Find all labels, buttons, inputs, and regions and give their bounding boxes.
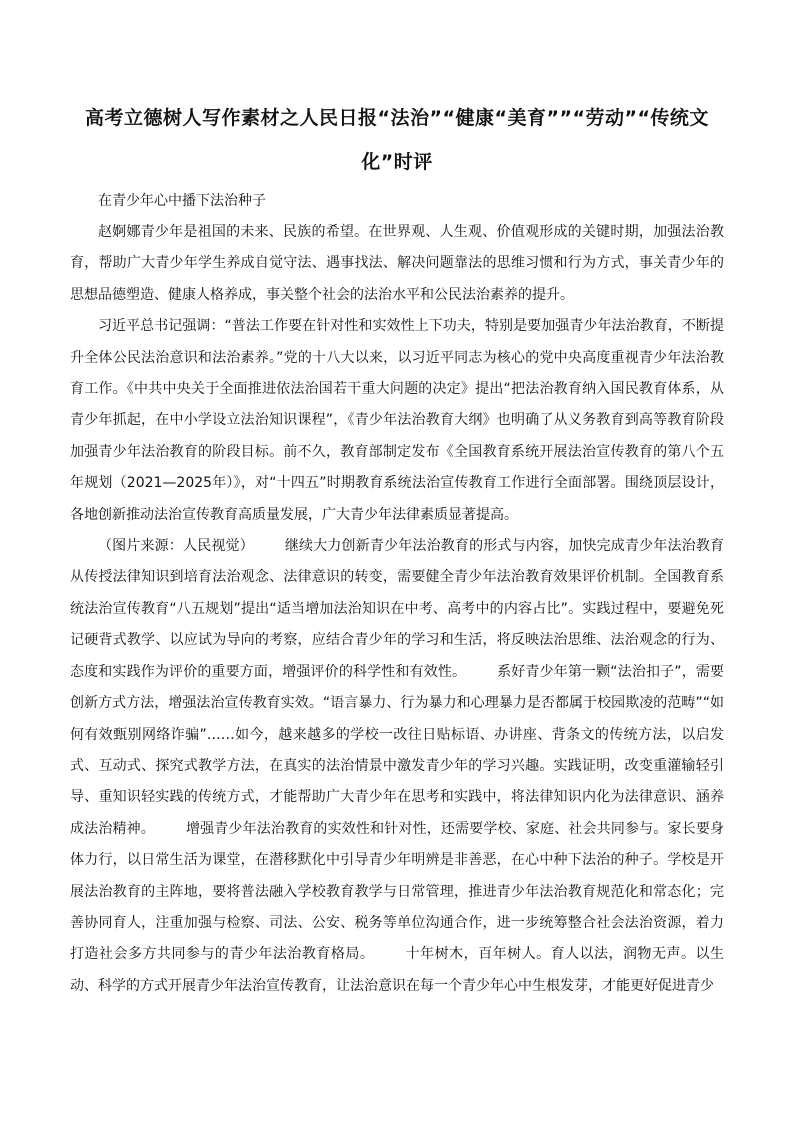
- image-source-note: （图片来源：人民视觉）: [98, 538, 254, 555]
- paragraph-1-text: 赵婀娜青少年是祖国的未来、民族的希望。在世界观、人生观、价值观形成的关键时期，加强法治教育，帮助广大青少年学生养成自觉守法、遇事找法、解决问题靠法的思维习惯和行为方式，事关青少年的思想品德塑造、健康人格养成，事关整个社会的法治水平和公民法治素养的提升。: [70, 224, 724, 303]
- paragraph-3-text-a: 继续大力创新青少年法治教育的形式与内容，加快完成青少年法治教育从传授法律知识到培育法治观念、法律意识的转变，需要健全青少年法治教育效果评价机制。全国教育系统法治宣传教育“八五规划”提出“适当增加法治知识在中考、高考中的内容占比”。实践过程中，要避免死记硬背式教学、以应试为导向的考察，应结合青少年的学习和生活，将反映法治思维、法治观念的行为、态度和实践作为评价的重要方面，增强评价的科学性和有效性。: [70, 538, 725, 680]
- paragraph-3: [70, 531, 724, 1002]
- paragraph-3-text-b: 系好青少年第一颗“法治扣子”，需要创新方式方法，增强法治宣传教育实效。“语言暴力、行为暴力和心理暴力是否都属于校园欺凌的范畴”“如何有效甄别网络诈骗”……如今，越来越多的学校一改往日贴标语、办讲座、背条文的传统方法，以启发式、互动式、探究式教学方法，在真实的法治情景中激发青少年的学习兴趣。实践证明，改变重灌输轻引导、重知识轻实践的传统方式，才能帮助广大青少年在思考和实践中，将法律知识内化为法律意识、涵养成法治精神。: [70, 663, 725, 837]
- paragraph-2-text: 习近平总书记强调：“普法工作要在针对性和实效性上下功夫，特别是要加强青少年法治教育，不断提升全体公民法治意识和法治素养。”党的十八大以来，以习近平同志为核心的党中央高度重视青少年法治教育工作。《中共中央关于全面推进依法治国若干重大问题的决定》提出“把法治教育纳入国民教育体系，从青少年抓起，在中小学设立法治知识课程”，《青少年法治教育大纲》也明确了从义务教育到高等教育阶段加强青少年法治教育的阶段目标。前不久，教育部制定发布《全国教育系统开展法治宣传教育的第八个五年规划（2021—2025年）》，对“十四五”时期教育系统法治宣传教育工作进行全面部署。围绕顶层设计，各地创新推动法治宣传教育高质量发展，广大青少年法律素质显著提高。: [70, 318, 724, 523]
- paragraph-3-text-d: 十年树木，百年树人。育人以法，润物无声。以生动、科学的方式开展青少年法治宣传教育，让法治意识在每一个青少年心中生根发芽，才能更好促进青少: [70, 946, 725, 994]
- article-subtitle: 在青少年心中播下法治种子: [98, 193, 266, 209]
- document-page: [70, 96, 724, 1002]
- paragraph-2: [70, 311, 724, 531]
- document-title: 高考立德树人写作素材之人民日报“法治”“健康“美育””“劳动”“传统文化”时评: [85, 107, 709, 173]
- paragraph-1: [70, 217, 724, 311]
- paragraph-3-text-c: 增强青少年法治教育的实效性和针对性，还需要学校、家庭、社会共同参与。家长要身体力行，以日常生活为课堂，在潜移默化中引导青少年明辨是非善恶，在心中种下法治的种子。学校是开展法治教育的主阵地，要将普法融入学校教育教学与日常管理，推进青少年法治教育规范化和常态化；完善协同育人，注重加强与检察、司法、公安、税务等单位沟通合作，进一步统筹整合社会法治资源，着力打造社会多方共同参与的青少年法治教育格局。: [70, 820, 724, 963]
